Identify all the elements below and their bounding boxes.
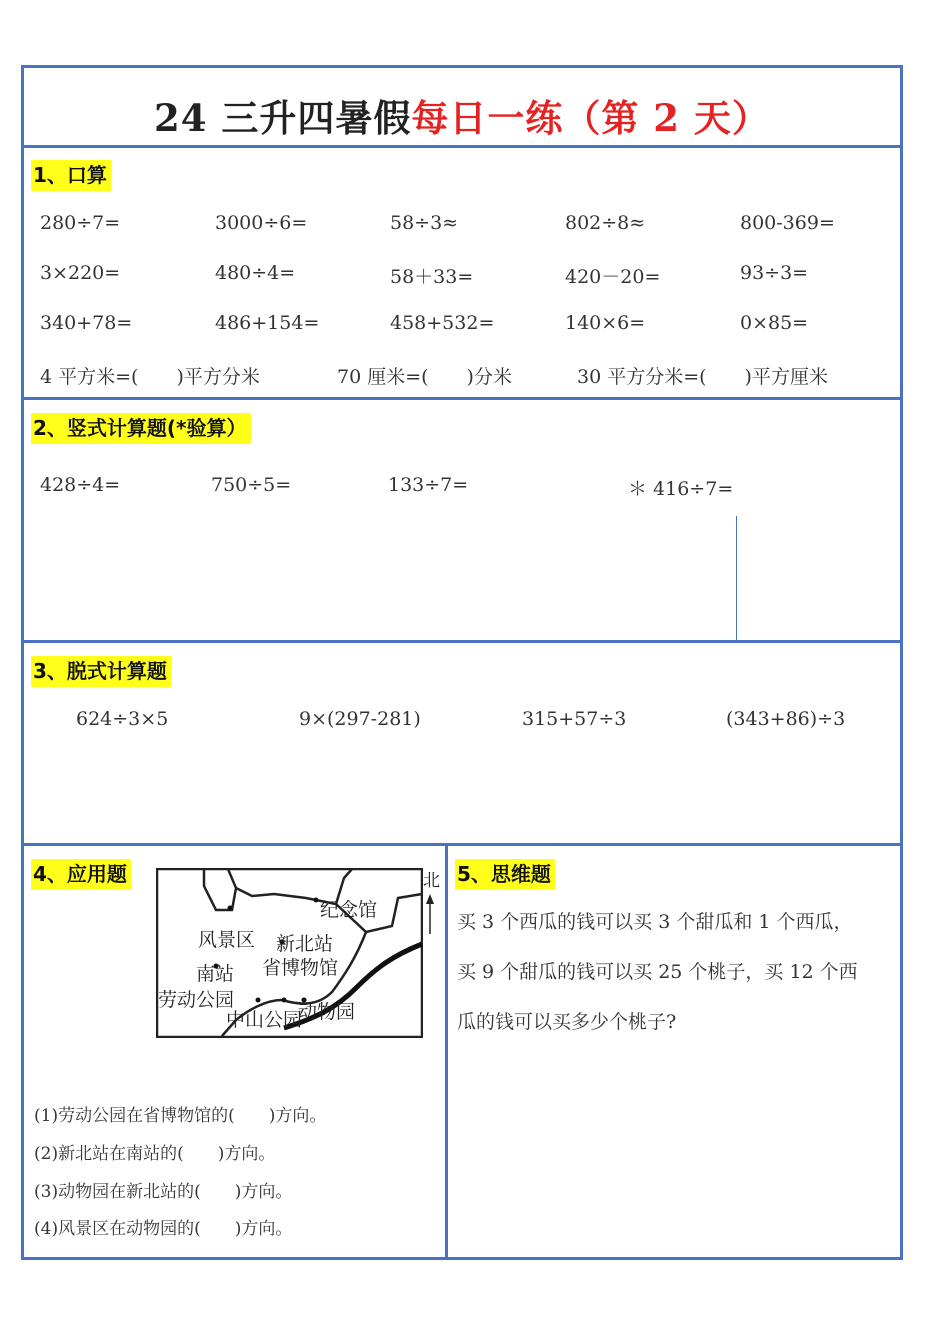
oral-calc-item: 58÷3≈ [390, 212, 459, 234]
oral-calc-item: 3000÷6= [215, 212, 308, 234]
label-zhongshan-park: 中山公园 [226, 1009, 303, 1031]
unit-conversion-item: 70 厘米=( )分米 [337, 366, 512, 388]
title-main: 24 三升四暑假 [154, 96, 412, 140]
check-work-divider [736, 516, 737, 641]
city-map [156, 868, 423, 1038]
direction-question: (3)动物园在新北站的( )方向。 [34, 1182, 293, 1202]
location-dot [314, 898, 319, 903]
worksheet-frame [21, 65, 903, 1260]
divider-sec2 [24, 640, 900, 643]
divider-sec3 [24, 843, 900, 846]
problem-line: 瓜的钱可以买多少个桃子? [457, 1011, 677, 1033]
label-zoo: 动物园 [298, 1001, 356, 1023]
oral-calc-item: 480÷4= [215, 262, 296, 284]
title-highlight: 每日一练（第 2 天） [411, 96, 770, 140]
direction-question: (4)风景区在动物园的( )方向。 [34, 1219, 293, 1239]
label-scenic: 风景区 [198, 929, 256, 951]
oral-calc-item: 420－20= [565, 266, 661, 288]
divider-sec4-sec5 [445, 843, 448, 1260]
label-south-station: 南站 [196, 963, 235, 985]
stepwise-calc-item: 315+57÷3 [522, 708, 627, 730]
location-dot [282, 998, 287, 1003]
vertical-calc-item: 428÷4= [40, 474, 121, 496]
oral-calc-item: 58＋33= [390, 266, 474, 288]
vertical-calc-item: 750÷5= [211, 474, 292, 496]
location-dot [228, 906, 233, 911]
oral-calc-item: 280÷7= [40, 212, 121, 234]
label-xinbei: 新北站 [276, 933, 334, 955]
north-arrow-icon [421, 868, 441, 938]
stepwise-calc-item: 9×(297-281) [299, 708, 421, 730]
stepwise-calc-item: 624÷3×5 [76, 708, 169, 730]
unit-conversion-item: 4 平方米=( )平方分米 [40, 366, 260, 388]
divider-title [24, 145, 900, 148]
vertical-calc-item: 133÷7= [388, 474, 469, 496]
label-museum: 省博物馆 [262, 957, 339, 979]
problem-line: 买 9 个甜瓜的钱可以买 25 个桃子，买 12 个西 [457, 961, 858, 983]
unit-conversion-item: 30 平方分米=( )平方厘米 [577, 366, 828, 388]
problem-line: 买 3 个西瓜的钱可以买 3 个甜瓜和 1 个西瓜， [457, 911, 853, 933]
oral-calc-item: 140×6= [565, 312, 646, 334]
section-1-heading: 1、口算 [31, 160, 111, 191]
direction-question: (2)新北站在南站的( )方向。 [34, 1144, 276, 1164]
oral-calc-item: 340+78= [40, 312, 133, 334]
thinking-problem [457, 897, 897, 1047]
direction-question: (1)劳动公园在省博物馆的( )方向。 [34, 1106, 327, 1126]
oral-calc-item: 0×85= [740, 312, 809, 334]
north-arrow-head [426, 894, 434, 904]
section-3-heading: 3、脱式计算题 [31, 656, 171, 687]
page-title [24, 88, 900, 142]
label-north: 北 [423, 871, 440, 891]
label-labor-park: 劳动公园 [158, 989, 235, 1011]
stepwise-calc-item: (343+86)÷3 [726, 708, 846, 730]
section-4-heading: 4、应用题 [31, 859, 131, 890]
section-5-heading: 5、思维题 [455, 859, 555, 890]
oral-calc-item: 800-369= [740, 212, 835, 234]
oral-calc-item: 486+154= [215, 312, 320, 334]
location-dot [256, 998, 261, 1003]
oral-calc-item: 802÷8≈ [565, 212, 646, 234]
oral-calc-item: 458+532= [390, 312, 495, 334]
oral-calc-item: 3×220= [40, 262, 121, 284]
divider-sec1 [24, 397, 900, 400]
vertical-calc-item-check: ＊ 416÷7= [628, 478, 734, 500]
oral-calc-item: 93÷3= [740, 262, 809, 284]
section-2-heading: 2、竖式计算题(*验算） [31, 413, 251, 444]
label-memorial: 纪念馆 [320, 899, 378, 921]
